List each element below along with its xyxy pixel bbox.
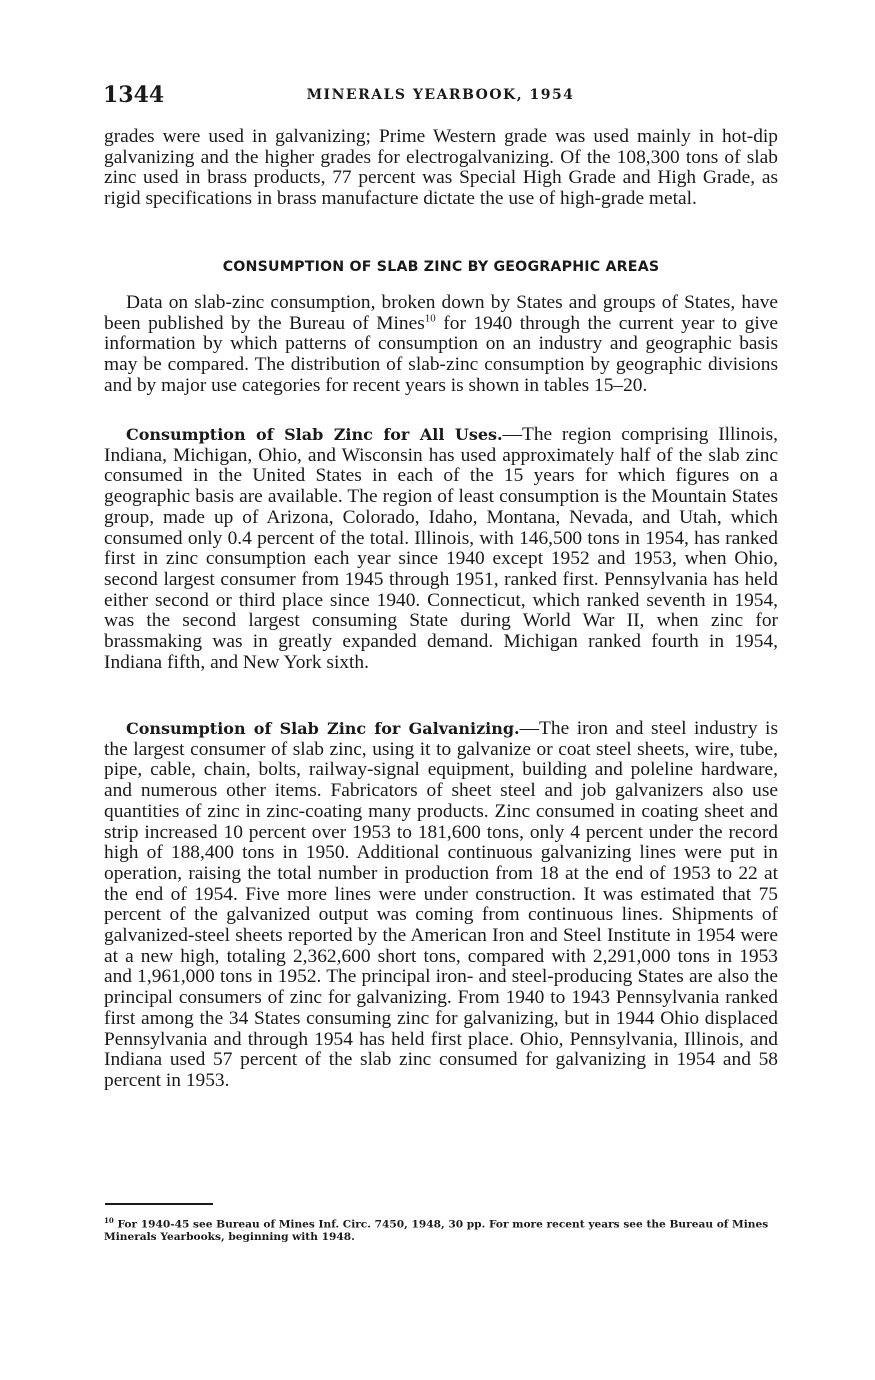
footnote-marker: 10 <box>104 1216 114 1225</box>
all-uses-paragraph-text: —The region comprising Illinois, Indiana, Michigan, Ohio, and Wisconsin has used approximately half of the slab zinc consumed in the United States in each of the 15 years for which figures on a geographic basis are available. The region of least consumption is the Mountain States group, made up of Arizona, Colorado, Idaho, Montana, Nevada, and Utah, which consumed only 0.4 percent of the total. Illinois, with 146,500 tons in 1954, has ranked first in zinc consumption each year since 1940 except 1952 and 1953, when Ohio, second largest consumer from 1945 through 1951, ranked first. Pennsylvania has held either second or third place since 1940. Connecticut, which ranked seventh in 1954, was the second largest consuming State during World War II, when zinc for brassmaking was in greatly expanded demand. Michigan ranked fourth in 1954, Indiana fifth, and New York sixth. <box>104 424 778 673</box>
section-heading: CONSUMPTION OF SLAB ZINC BY GEOGRAPHIC AREAS <box>222 259 660 275</box>
all-uses-run-in-heading: Consumption of Slab Zinc for All Uses. <box>126 425 503 444</box>
footnote-divider <box>105 1203 213 1205</box>
galvanizing-paragraph <box>104 719 778 1092</box>
galvanizing-run-in-heading: Consumption of Slab Zinc for Galvanizing. <box>126 719 520 738</box>
running-head: MINERALS YEARBOOK, 1954 <box>306 87 575 103</box>
footnote-reference[interactable]: 10 <box>424 312 436 325</box>
page-header <box>103 80 778 110</box>
footnote-text: For 1940-45 see Bureau of Mines Inf. Circ. 7450, 1948, 30 pp. For more recent years see the Bureau of Mines Minerals Yearbooks, beginning with 1948. <box>104 1218 769 1243</box>
footnote <box>104 1215 784 1243</box>
intro-paragraph: grades were used in galvanizing; Prime Western grade was used mainly in hot-dip galvanizing and the higher grades for electrogalvanizing. Of the 108,300 tons of slab zinc used in brass products, 77 percent was Special High Grade and High Grade, as rigid specifications in brass manufacture dictate the use of high-grade metal. <box>104 126 778 210</box>
galvanizing-paragraph-text: —The iron and steel industry is the largest consumer of slab zinc, using it to galvanize or coat steel sheets, wire, tube, pipe, cable, chain, bolts, railway-signal equipment, building and poleline hardware, and numerous other items. Fabricators of sheet steel and job galvanizers also use quantities of zinc in zinc-coating many products. Zinc consumed in coating sheet and strip increased 10 percent over 1953 to 181,600 tons, only 4 percent under the record high of 188,400 tons in 1950. Additional continuous galvanizing lines were put in operation, raising the total number in production from 18 at the end of 1953 to 22 at the end of 1954. Five more lines were under construction. It was estimated that 75 percent of the galvanized output was coming from continuous lines. Shipments of galvanized-steel sheets reported by the American Iron and Steel Institute in 1954 were at a new high, totaling 2,362,600 short tons, compared with 2,291,000 tons in 1953 and 1,961,000 tons in 1952. The principal iron- and steel-producing States are also the principal consumers of zinc for galvanizing. From 1940 to 1943 Pennsylvania ranked first among the 34 States consuming zinc for galvanizing, but in 1944 Ohio displaced Pennsylvania and through 1954 has held first place. Ohio, Pennsylvania, Illinois, and Indiana used 57 percent of the slab zinc consumed for galvanizing in 1954 and 58 percent in 1953. <box>104 718 778 1091</box>
data-paragraph <box>104 293 778 397</box>
data-paragraph-text: Data on slab-zinc consumption, broken down by States and groups of States, have been published by the Bureau of Mines <box>104 292 778 334</box>
data-paragraph-text-continued: for 1940 through the current year to give information by which patterns of consumption on an industry and geographic basis may be compared. The distribution of slab-zinc consumption by geographic divisions and by major use categories for recent years is shown in tables 15–20. <box>104 312 779 396</box>
page-number: 1344 <box>103 82 165 108</box>
all-uses-paragraph <box>104 425 778 673</box>
